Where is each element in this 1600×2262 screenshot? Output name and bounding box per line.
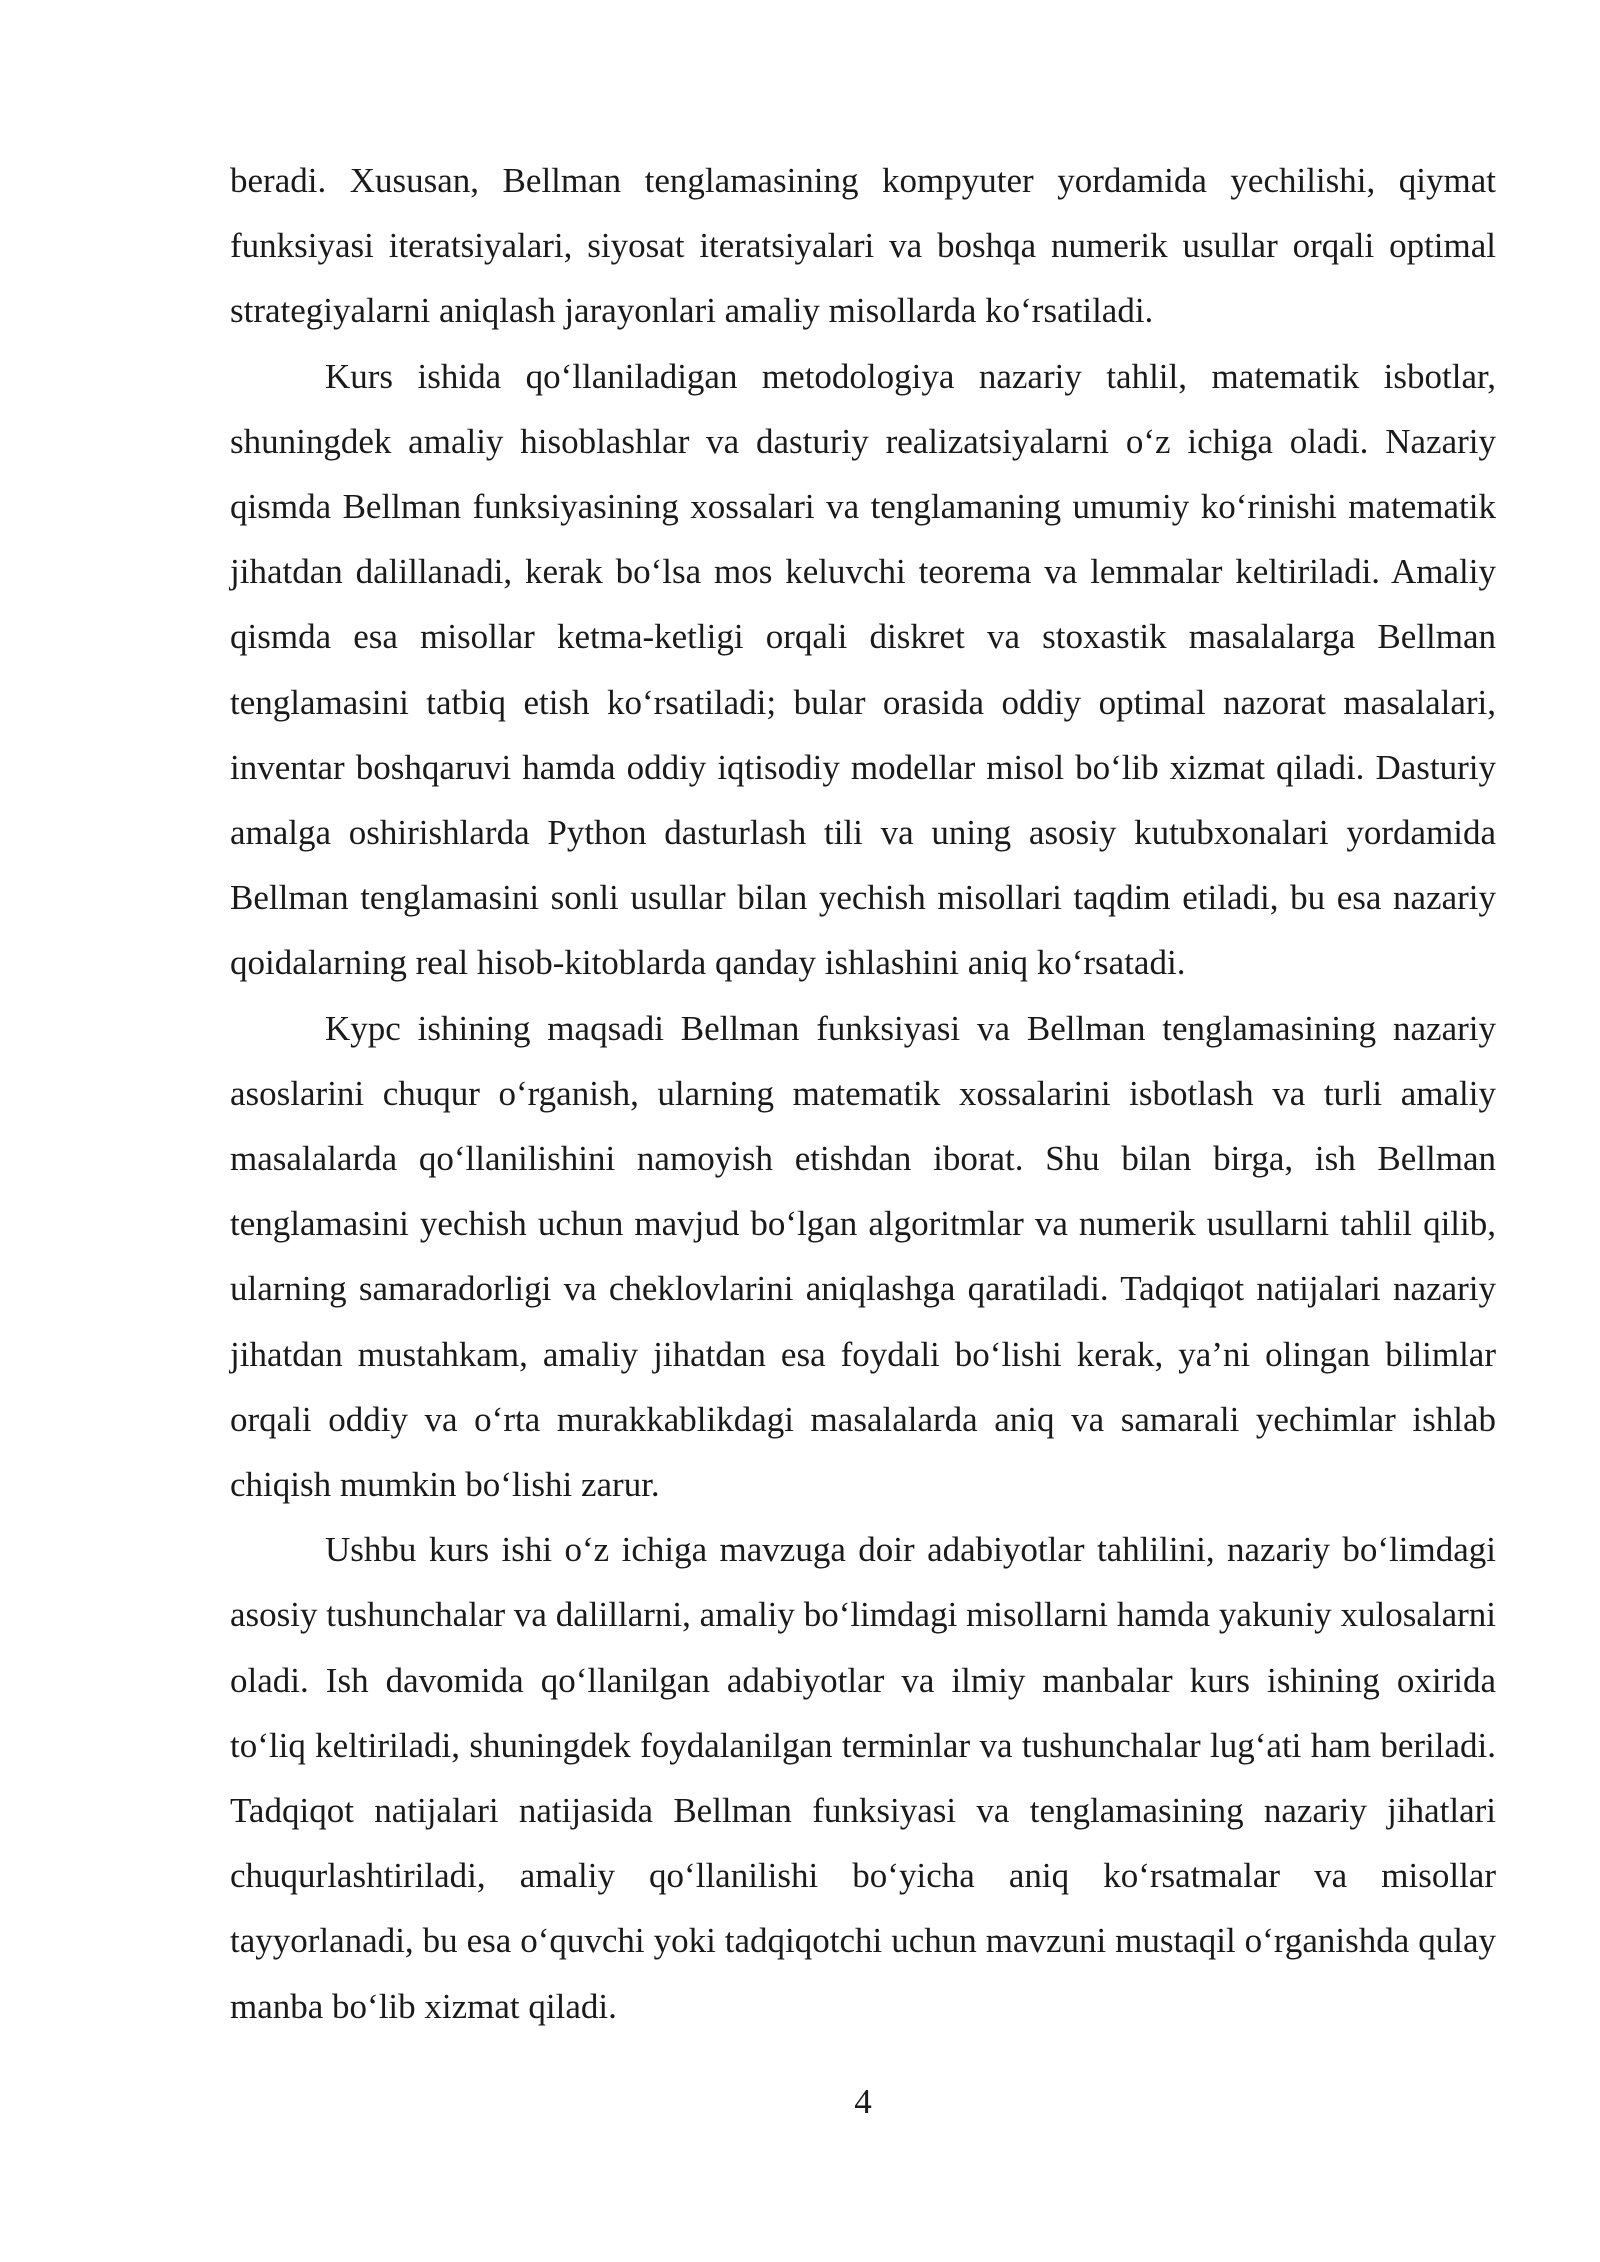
paragraph-goal: Kypc ishining maqsadi Bellman funksiyasi va Bellman tenglamasining nazariy asoslarini chuqur o‘rganish, ularning matematik xossalarini isbotlash va turli amaliy masalalarda qo‘llanilishini namoyish etishdan iborat. Shu bilan birga, ish Bellman tenglamasini yechish uchun mavjud bo‘lgan algoritmlar va numerik usullarni tahlil qilib, ularning samaradorligi va cheklovlarini aniqlashga qaratiladi. Tadqiqot natijalari nazariy jihatdan mustahkam, amaliy jihatdan esa foydali bo‘lishi kerak, ya’ni olingan bilimlar orqali oddiy va o‘rta murakkablikdagi masalalarda aniq va samarali yechimlar ishlab chiqish mumkin bo‘lishi zarur. [230, 1008, 1496, 1505]
page-number: 4 [854, 2082, 872, 2121]
body-text [230, 148, 1496, 2039]
paragraph-methodology: Kurs ishida qo‘llaniladigan metodologiya nazariy tahlil, matematik isbotlar, shuningdek amaliy hisoblashlar va dasturiy realizatsiyalarni o‘z ichiga oladi. Nazariy qismda Bellman funksiyasining xossalari va tenglamaning umumiy ko‘rinishi matematik jihatdan dalillanadi, kerak bo‘lsa mos keluvchi teorema va lemmalar keltiriladi. Amaliy qismda esa misollar ketma-ketligi orqali diskret va stoxastik masalalarga Bellman tenglamasini tatbiq etish ko‘rsatiladi; bular orasida oddiy optimal nazorat masalalari, inventar boshqaruvi hamda oddiy iqtisodiy modellar misol bo‘lib xizmat qiladi. Dasturiy amalga oshirishlarda Python dasturlash tili va uning asosiy kutubxonalari yordamida Bellman tenglamasini sonli usullar bilan yechish misollari taqdim etiladi, bu esa nazariy qoidalarning real hisob-kitoblarda qanday ishlashini aniq ko‘rsatadi. [230, 356, 1496, 983]
paragraph-structure: Ushbu kurs ishi o‘z ichiga mavzuga doir adabiyotlar tahlilini, nazariy bo‘limdagi asosiy tushunchalar va dalillarni, amaliy bo‘limdagi misollarni hamda yakuniy xulosalarni oladi. Ish davomida qo‘llanilgan adabiyotlar va ilmiy manbalar kurs ishining oxirida to‘liq keltiriladi, shuningdek foydalanilgan terminlar va tushunchalar lug‘ati ham beriladi. Tadqiqot natijalari natijasida Bellman funksiyasi va tenglamasining nazariy jihatlari chuqurlashtiriladi, amaliy qo‘llanilishi bo‘yicha aniq ko‘rsatmalar va misollar tayyorlanadi, bu esa o‘quvchi yoki tadqiqotchi uchun mavzuni mustaqil o‘rganishda qulay manba bo‘lib xizmat qiladi. [230, 1530, 1496, 2026]
paragraph-continuation: beradi. Xususan, Bellman tenglamasining kompyuter yordamida yechilishi, qiymat funksiyasi iteratsiyalari, siyosat iteratsiyalari va boshqa numerik usullar orqali optimal strategiyalarni aniqlash jarayonlari amaliy misollarda ko‘rsatiladi. [230, 161, 1496, 331]
